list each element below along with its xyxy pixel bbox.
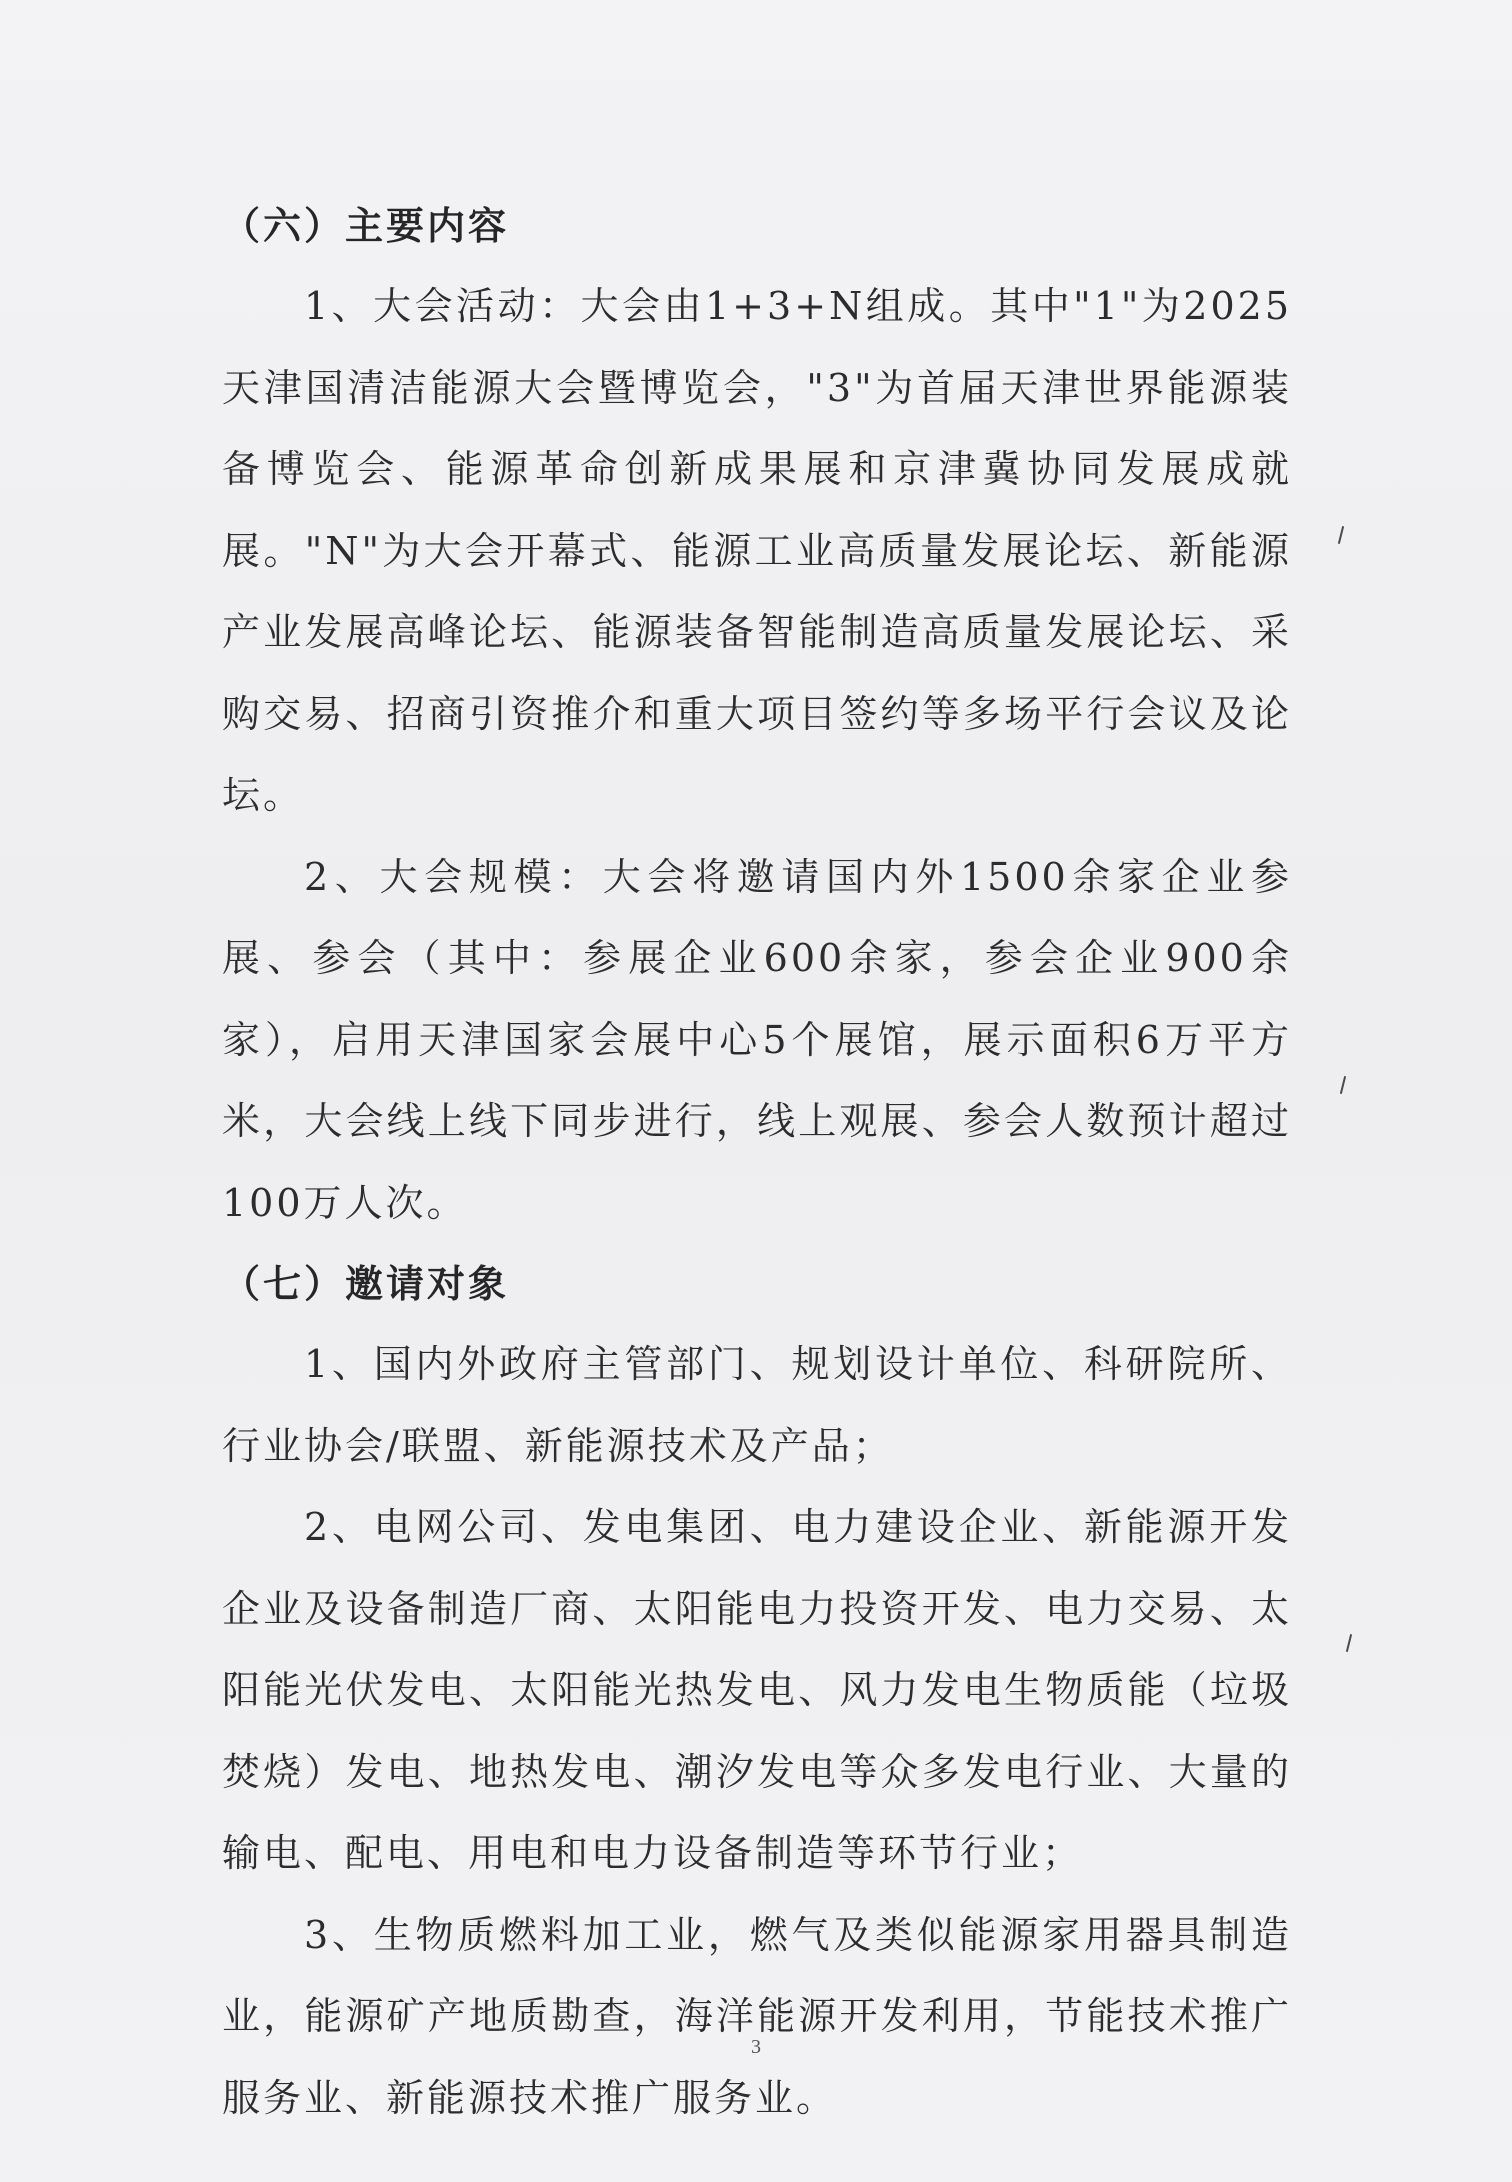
section-heading: （七）邀请对象 [222,1261,510,1306]
section-7 [222,1244,1292,2139]
paragraph: 2、电网公司、发电集团、电力建设企业、新能源开发企业及设备制造厂商、太阳能电力投资开发、电力交易、太阳能光伏发电、太阳能光热发电、风力发电生物质能（垃圾焚烧）发电、地热发电、潮汐发电等众多发电行业、大量的输电、配电、用电和电力设备制造等环节行业； [222,1505,1292,1875]
margin-mark [1346,1634,1352,1652]
paragraph: 3、生物质燃料加工业，燃气及类似能源家用器具制造业，能源矿产地质勘查，海洋能源开发利用，节能技术推广服务业、新能源技术推广服务业。 [222,1912,1292,2120]
paragraph: 2、大会规模：大会将邀请国内外1500余家企业参展、参会（其中：参展企业600余家，参会企业900余家），启用天津国家会展中心5个展馆，展示面积6万平方米，大会线上线下同步进行，线上观展、参会人数预计超过100万人次。 [222,854,1292,1225]
page-number: 3 [751,2036,761,2058]
margin-mark [1340,1076,1346,1094]
paragraph: 1、大会活动：大会由1+3+N组成。其中"1"为2025天津国清洁能源大会暨博览会，"3"为首届天津世界能源装备博览会、能源革命创新成果展和京津冀协同发展成就展。"N"为大会开幕式、能源工业高质量发展论坛、新能源产业发展高峰论坛、能源装备智能制造高质量发展论坛、采购交易、招商引资推介和重大项目签约等多场平行会议及论坛。 [222,284,1292,817]
document-body [222,186,1292,2139]
section-heading: （六）主要内容 [222,203,510,248]
section-6 [222,186,1292,1244]
paragraph: 1、国内外政府主管部门、规划设计单位、科研院所、行业协会/联盟、新能源技术及产品； [222,1342,1292,1468]
margin-mark [1338,526,1344,544]
